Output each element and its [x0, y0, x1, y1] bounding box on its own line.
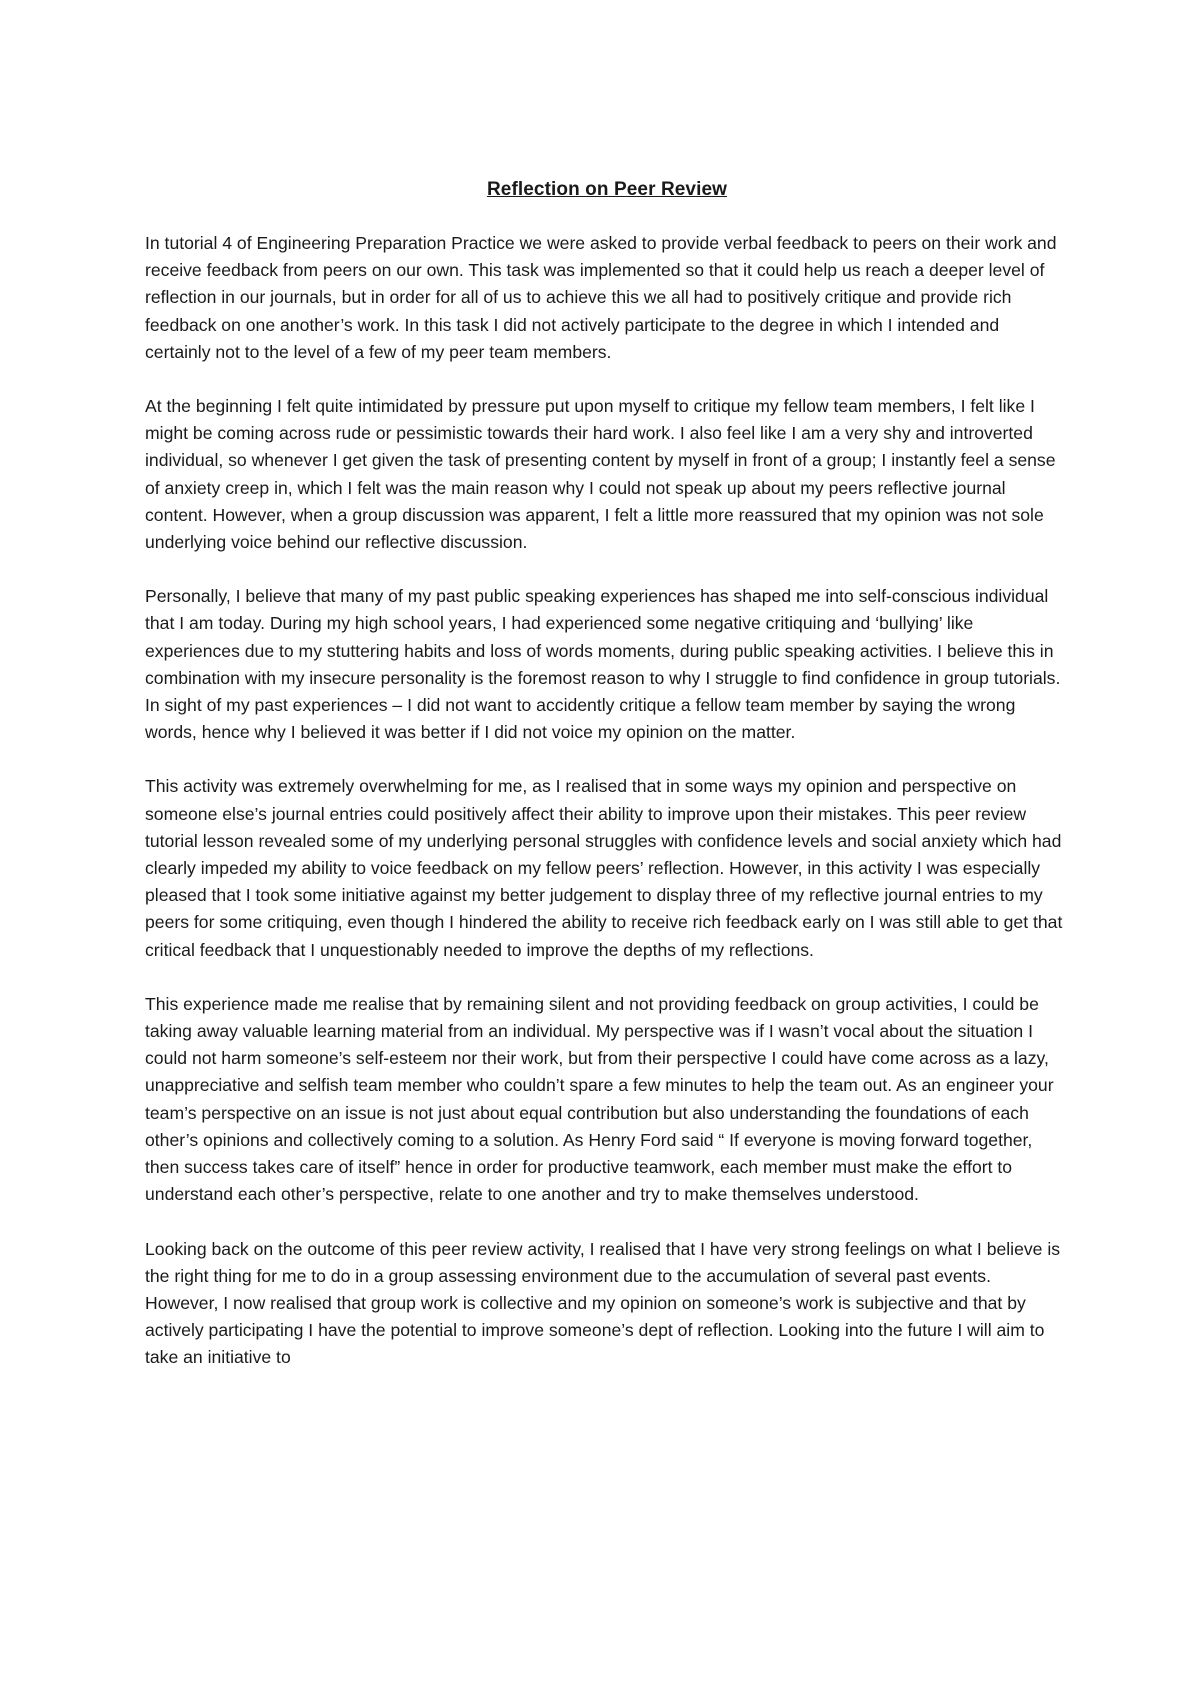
document-body [145, 176, 1069, 1372]
paragraph-3: Personally, I believe that many of my past public speaking experiences has shaped me into self-conscious individual that I am today. During my high school years, I had experienced some negative critiquing and ‘bullying’ like experiences due to my stuttering habits and loss of words moments, during public speaking activities. I believe this in combination with my insecure personality is the foremost reason to why I struggle to find confidence in group tutorials. In sight of my past experiences – I did not want to accidently critique a fellow team member by saying the wrong words, hence why I believed it was better if I did not voice my opinion on the matter. [145, 586, 1061, 743]
document-title: Reflection on Peer Review [486, 179, 728, 200]
paragraph-6: Looking back on the outcome of this peer review activity, I realised that I have very strong feelings on what I believe is the right thing for me to do in a group assessing environment due to the accumulation of several past events. However, I now realised that group work is collective and my opinion on someone’s work is subjective and that by actively participating I have the potential to improve someone’s dept of reflection. Looking into the future I will aim to take an initiative to [145, 1238, 1061, 1368]
paragraph-5: This experience made me realise that by remaining silent and not providing feedback on group activities, I could be taking away valuable learning material from an individual. My perspective was if I wasn’t vocal about the situation I could not harm someone’s self-esteem nor their work, but from their perspective I could have come across as a lazy, unappreciative and selfish team member who couldn’t spare a few minutes to help the team out. As an engineer your team’s perspective on an issue is not just about equal contribution but also understanding the foundations of each other’s opinions and collectively coming to a solution. As Henry Ford said “ If everyone is moving forward together, then success takes care of itself” hence in order for productive teamwork, each member must make the effort to understand each other’s perspective, relate to one another and try to make themselves understood. [145, 993, 1054, 1205]
paragraph-4: This activity was extremely overwhelming for me, as I realised that in some ways my opinion and perspective on someone else’s journal entries could positively affect their ability to improve upon their mistakes. This peer review tutorial lesson revealed some of my underlying personal struggles with confidence levels and social anxiety which had clearly impeded my ability to voice feedback on my fellow peers’ reflection. However, in this activity I was especially pleased that I took some initiative against my better judgement to display three of my reflective journal entries to my peers for some critiquing, even though I hindered the ability to receive rich feedback early on I was still able to get that critical feedback that I unquestionably needed to improve the depths of my reflections. [145, 776, 1063, 960]
paragraph-1: In tutorial 4 of Engineering Preparation Practice we were asked to provide verbal feedback to peers on their work and receive feedback from peers on our own. This task was implemented so that it could help us reach a deeper level of reflection in our journals, but in order for all of us to achieve this we all had to positively critique and provide rich feedback on one another’s work. In this task I did not actively participate to the degree in which I intended and certainly not to the level of a few of my peer team members. [145, 233, 1057, 362]
paragraph-2: At the beginning I felt quite intimidated by pressure put upon myself to critique my fellow team members, I felt like I might be coming across rude or pessimistic towards their hard work. I also feel like I am a very shy and introverted individual, so whenever I get given the task of presenting content by myself in front of a group; I instantly feel a sense of anxiety creep in, which I felt was the main reason why I could not speak up about my peers reflective journal content. However, when a group discussion was apparent, I felt a little more reassured that my opinion was not sole underlying voice behind our reflective discussion. [145, 396, 1056, 553]
